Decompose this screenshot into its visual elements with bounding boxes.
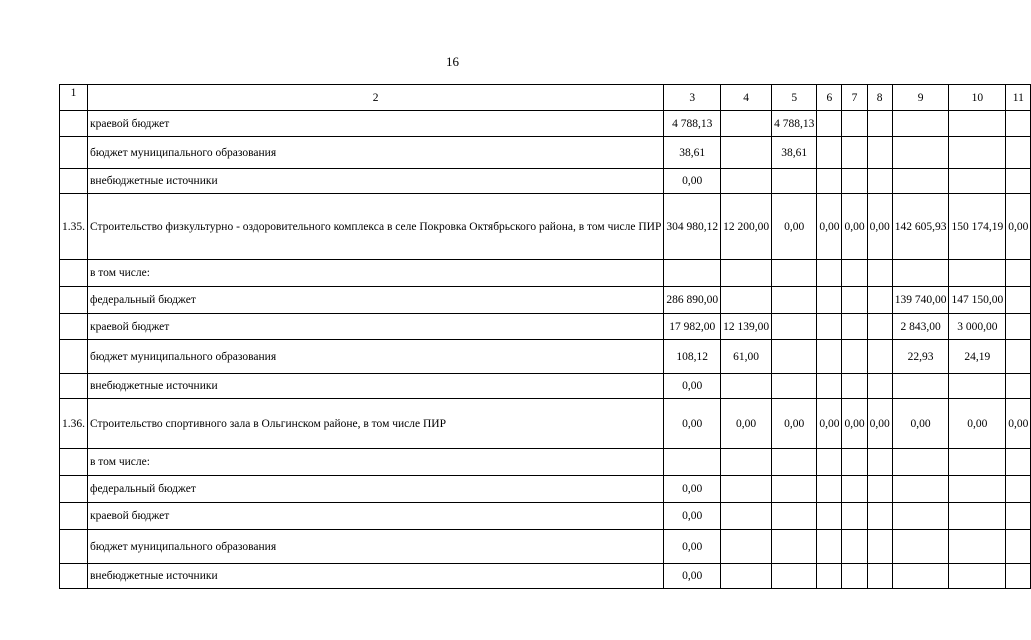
value-cell: 0,00 [1006,194,1031,260]
value-cell [772,374,817,399]
table-row [60,169,1031,194]
row-name-cell: внебюджетные источники [88,169,664,194]
value-cell [772,503,817,530]
value-cell [867,530,892,564]
value-cell [842,503,867,530]
header-cell: 6 [817,85,842,111]
value-cell [842,340,867,374]
value-cell: 150 174,19 [949,194,1006,260]
value-cell [867,503,892,530]
value-cell [721,476,772,503]
value-cell [817,314,842,340]
value-cell [892,111,949,137]
table-row [60,314,1031,340]
table-row [60,194,1031,260]
value-cell [842,314,867,340]
value-cell: 0,00 [867,399,892,449]
value-cell: 0,00 [1006,399,1031,449]
value-cell [817,374,842,399]
value-cell [1006,111,1031,137]
value-cell [817,137,842,169]
row-name-cell: бюджет муниципального образования [88,137,664,169]
row-name-cell: бюджет муниципального образования [88,530,664,564]
row-number-cell [60,374,88,399]
value-cell [842,449,867,476]
value-cell [817,287,842,314]
value-cell [721,503,772,530]
value-cell [892,564,949,589]
value-cell: 0,00 [842,194,867,260]
value-cell [721,111,772,137]
header-cell: 10 [949,85,1006,111]
value-cell: 142 605,93 [892,194,949,260]
page-number: 16 [446,54,459,69]
header-cell: 4 [721,85,772,111]
table-row [60,476,1031,503]
value-cell: 0,00 [664,530,721,564]
value-cell: 12 200,00 [721,194,772,260]
table-row [60,287,1031,314]
value-cell: 0,00 [664,476,721,503]
value-cell [1006,449,1031,476]
value-cell [949,169,1006,194]
header-cell: 5 [772,85,817,111]
value-cell [842,169,867,194]
row-number-cell: 1.36. [60,399,88,449]
value-cell [842,260,867,287]
value-cell [817,564,842,589]
value-cell [842,564,867,589]
row-name-cell: краевой бюджет [88,314,664,340]
value-cell: 61,00 [721,340,772,374]
value-cell [949,374,1006,399]
table-row [60,564,1031,589]
value-cell [867,476,892,503]
value-cell [1006,340,1031,374]
value-cell [721,530,772,564]
value-cell [772,287,817,314]
value-cell [1006,374,1031,399]
value-cell [949,449,1006,476]
value-cell [772,564,817,589]
value-cell [772,169,817,194]
value-cell [721,137,772,169]
value-cell [949,530,1006,564]
value-cell [867,340,892,374]
value-cell [817,530,842,564]
header-cell: 8 [867,85,892,111]
value-cell: 0,00 [772,194,817,260]
value-cell: 0,00 [842,399,867,449]
value-cell [842,287,867,314]
row-number-cell: 1.35. [60,194,88,260]
row-number-cell [60,564,88,589]
value-cell [817,503,842,530]
row-name-cell: Строительство физкультурно - оздоровительного комплекса в селе Покровка Октябрьского района, в том числе ПИР [88,194,664,260]
value-cell [949,476,1006,503]
row-number-cell [60,503,88,530]
budget-table [59,84,1031,589]
value-cell: 12 139,00 [721,314,772,340]
value-cell [892,449,949,476]
row-name-cell: Строительство спортивного зала в Ольгинском районе, в том числе ПИР [88,399,664,449]
value-cell: 24,19 [949,340,1006,374]
value-cell: 147 150,00 [949,287,1006,314]
value-cell [842,530,867,564]
value-cell: 304 980,12 [664,194,721,260]
value-cell [772,449,817,476]
table-row [60,260,1031,287]
value-cell: 0,00 [892,399,949,449]
value-cell [892,503,949,530]
value-cell [817,476,842,503]
row-number-cell [60,287,88,314]
value-cell [721,260,772,287]
value-cell: 0,00 [664,374,721,399]
value-cell [867,314,892,340]
value-cell: 0,00 [664,564,721,589]
value-cell: 3 000,00 [949,314,1006,340]
table-row [60,111,1031,137]
value-cell [1006,564,1031,589]
row-number-cell [60,111,88,137]
row-number-cell [60,530,88,564]
value-cell: 38,61 [664,137,721,169]
value-cell [772,340,817,374]
row-number-cell [60,260,88,287]
row-number-cell [60,137,88,169]
value-cell [1006,530,1031,564]
value-cell [817,449,842,476]
value-cell: 0,00 [949,399,1006,449]
row-number-cell [60,449,88,476]
row-name-cell: в том числе: [88,449,664,476]
value-cell: 0,00 [721,399,772,449]
table-row [60,503,1031,530]
header-cell: 3 [664,85,721,111]
value-cell [721,374,772,399]
row-name-cell: краевой бюджет [88,111,664,137]
header-cell: 9 [892,85,949,111]
row-name-cell: бюджет муниципального образования [88,340,664,374]
value-cell: 286 890,00 [664,287,721,314]
value-cell [892,374,949,399]
table-row [60,530,1031,564]
header-cell: 2 [88,85,664,111]
value-cell [1006,169,1031,194]
row-number-cell [60,476,88,503]
value-cell [867,374,892,399]
table-row [60,137,1031,169]
table-row [60,374,1031,399]
value-cell: 0,00 [664,503,721,530]
value-cell [892,260,949,287]
header-cell: 7 [842,85,867,111]
value-cell [1006,137,1031,169]
value-cell [1006,314,1031,340]
value-cell [892,137,949,169]
value-cell [892,530,949,564]
value-cell [721,287,772,314]
value-cell [817,111,842,137]
value-cell [867,287,892,314]
value-cell [949,503,1006,530]
value-cell [1006,476,1031,503]
value-cell [842,111,867,137]
value-cell [772,530,817,564]
value-cell [867,260,892,287]
value-cell: 0,00 [867,194,892,260]
value-cell [817,340,842,374]
row-number-cell [60,340,88,374]
row-name-cell: федеральный бюджет [88,476,664,503]
value-cell [721,449,772,476]
value-cell [1006,260,1031,287]
value-cell [842,137,867,169]
row-name-cell: внебюджетные источники [88,374,664,399]
value-cell [867,111,892,137]
value-cell: 0,00 [772,399,817,449]
value-cell [949,564,1006,589]
value-cell [721,564,772,589]
value-cell [664,449,721,476]
row-name-cell: внебюджетные источники [88,564,664,589]
row-name-cell: федеральный бюджет [88,287,664,314]
value-cell [892,169,949,194]
row-name-cell: краевой бюджет [88,503,664,530]
value-cell [867,449,892,476]
value-cell: 4 788,13 [772,111,817,137]
table-row [60,449,1031,476]
table-row [60,399,1031,449]
value-cell: 0,00 [817,194,842,260]
value-cell: 0,00 [664,399,721,449]
value-cell [817,260,842,287]
header-cell: 11 [1006,85,1031,111]
value-cell [867,564,892,589]
value-cell: 22,93 [892,340,949,374]
value-cell: 17 982,00 [664,314,721,340]
value-cell [867,137,892,169]
value-cell [949,137,1006,169]
value-cell [949,111,1006,137]
value-cell [842,374,867,399]
value-cell: 38,61 [772,137,817,169]
value-cell [772,476,817,503]
value-cell [842,476,867,503]
value-cell [1006,503,1031,530]
row-name-cell: в том числе: [88,260,664,287]
value-cell: 0,00 [664,169,721,194]
table-row [60,340,1031,374]
value-cell [772,260,817,287]
value-cell: 4 788,13 [664,111,721,137]
value-cell [817,169,842,194]
table-body [60,85,1031,589]
row-number-cell [60,169,88,194]
header-row [60,85,1031,111]
value-cell [721,169,772,194]
value-cell [772,314,817,340]
value-cell [892,476,949,503]
value-cell [949,260,1006,287]
value-cell: 108,12 [664,340,721,374]
header-cell: 1 [60,85,88,111]
value-cell [867,169,892,194]
value-cell: 2 843,00 [892,314,949,340]
row-number-cell [60,314,88,340]
value-cell: 139 740,00 [892,287,949,314]
value-cell: 0,00 [817,399,842,449]
value-cell [1006,287,1031,314]
value-cell [664,260,721,287]
